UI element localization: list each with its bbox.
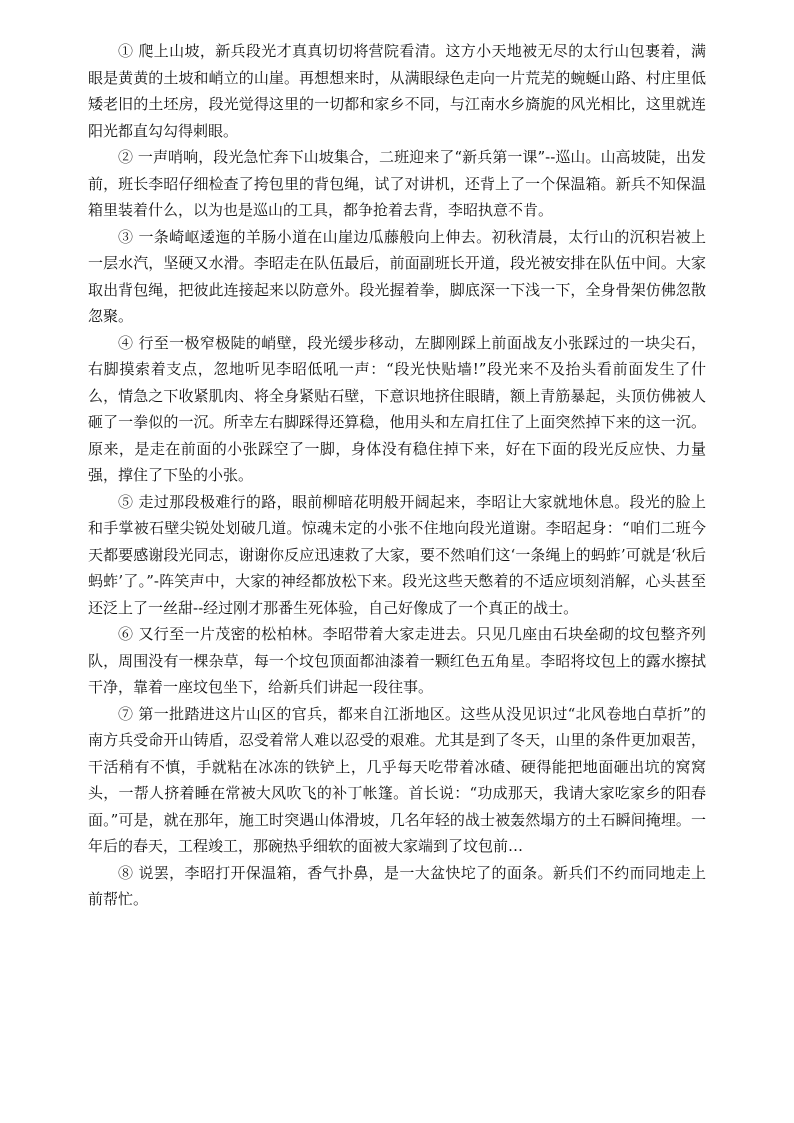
paragraph-3: ③ 一条崎岖逶迤的羊肠小道在山崖边瓜藤般向上伸去。初秋清晨，太行山的沉积岩被上一层水汽，坚硬又水滑。李昭走在队伍最后，前面副班长开道，段光被安排在队伍中间。大家取出背包绳，把彼此连接起来以防意外。段光握着拳，脚底深一下浅一下，全身骨架仿佛忽散忽聚。 xyxy=(88,227,706,325)
paragraph-8: ⑧ 说罢，李昭打开保温箱，香气扑鼻，是一大盆快坨了的面条。新兵们不约而同地走上前帮忙。 xyxy=(88,863,706,908)
paragraph-5: ⑤ 走过那段极难行的路，眼前柳暗花明般开阔起来，李昭让大家就地休息。段光的脸上和手掌被石壁尖锐处划破几道。惊魂未定的小张不住地向段光道谢。李昭起身：“咱们二班今天都要感谢段光同志，谢谢你反应迅速救了大家，要不然咱们这‘一条绳上的蚂蚱’可就是‘秋后蚂蚱’了。”-阵笑声中，大家的神经都放松下来。段光这些天憋着的不适应顷刻消解，心头甚至还泛上了一丝甜--经过刚才那番生死体验，自己好像成了一个真正的战士。 xyxy=(88,492,706,617)
paragraph-2: ② 一声哨响，段光急忙奔下山坡集合，二班迎来了“新兵第一课”--巡山。山高坡陡，出发前，班长李昭仔细检查了挎包里的背包绳，试了对讲机，还背上了一个保温箱。新兵不知保温箱里装着什么，以为也是巡山的工具，都争抢着去背，李昭执意不肯。 xyxy=(88,148,706,219)
paragraph-4: ④ 行至一极窄极陡的峭壁，段光缓步移动，左脚刚踩上前面战友小张踩过的一块尖石，右脚摸索着支点，忽地听见李昭低吼一声：“段光快贴墙!”段光来不及抬头看前面发生了什么，情急之下收紧肌肉、将全身紧贴石壁，下意识地挤住眼睛，额上青筋暴起，头顶仿佛被人砸了一拳似的一沉。所幸左右脚踩得还算稳，他用头和左肩扛住了上面突然掉下来的这一沉。原来，是走在前面的小张踩空了一脚，身体没有稳住掉下来，好在下面的段光反应快、力量强，撑住了下坠的小张。 xyxy=(88,333,706,484)
paragraph-6: ⑥ 又行至一片茂密的松柏林。李昭带着大家走进去。只见几座由石块垒砌的坟包整齐列队，周围没有一棵杂草，每一个坟包顶面都油漆着一颗红色五角星。李昭将坟包上的露水擦拭干净，靠着一座坟包坐下，给新兵们讲起一段往事。 xyxy=(88,625,706,696)
paragraph-7: ⑦ 第一批踏进这片山区的官兵，都来自江浙地区。这些从没见识过“北风卷地白草折”的南方兵受命开山铸盾，忍受着常人难以忍受的艰难。尤其是到了冬天，山里的条件更加艰苦，干活稍有不慎，手就粘在冰冻的铁铲上，几乎每天吃带着冰碴、硬得能把地面砸出坑的窝窝头，一帮人挤着睡在常被大风吹飞的补丁帐篷。首长说：“功成那天，我请大家吃家乡的阳春面。”可是，就在那年，施工时突遇山体滑坡，几名年轻的战士被轰然塌方的土石瞬间掩埋。一年后的春天，工程竣工，那碗热乎细软的面被大家端到了坟包前… xyxy=(88,704,706,855)
document-body xyxy=(88,38,706,913)
paragraph-1: ① 爬上山坡，新兵段光才真真切切将营院看清。这方小天地被无尽的太行山包裹着，满眼是黄黄的土坡和峭立的山崖。再想想来时，从满眼绿色走向一片荒芜的蜿蜒山路、村庄里低矮老旧的土坯房，段光觉得这里的一切都和家乡不同，与江南水乡旖旎的风光相比，这里就连阳光都直勾勾得刺眼。 xyxy=(88,42,706,140)
